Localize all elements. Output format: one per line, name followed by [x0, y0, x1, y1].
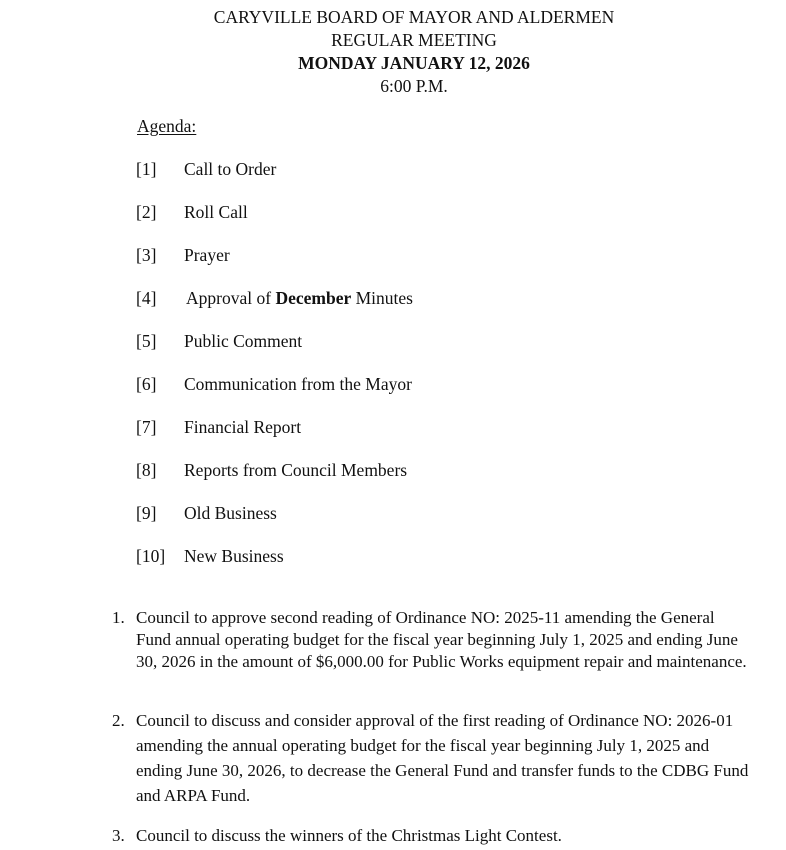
agenda-item-text: Call to Order	[184, 159, 277, 179]
new-business-item-text: Council to discuss and consider approval of the first reading of Ordinance NO: 2026-01 amending the annual operating budget for the fiscal year beginning July 1, 2025 and ending June 30, 2026, to decrease the General Fund and transfer funds to the CDBG Fund and ARPA Fund.	[136, 711, 749, 805]
agenda-item-text: Communication from the Mayor	[184, 374, 412, 394]
agenda-item-number: [5]	[136, 331, 157, 351]
agenda-item	[136, 201, 248, 223]
agenda-item	[136, 459, 407, 481]
agenda-item-number: [9]	[136, 503, 157, 523]
agenda-item	[136, 330, 302, 352]
agenda-item-text: New Business	[184, 546, 284, 566]
agenda-item-text	[186, 288, 413, 308]
agenda-heading: Agenda:	[137, 116, 197, 136]
agenda-item-text: Reports from Council Members	[184, 460, 408, 480]
new-business-item	[112, 708, 752, 808]
agenda-item-text: Roll Call	[184, 202, 248, 222]
agenda-item	[136, 502, 277, 524]
agenda-item	[136, 158, 276, 180]
header-title: CARYVILLE BOARD OF MAYOR AND ALDERMEN	[213, 7, 615, 27]
agenda-item	[136, 287, 413, 309]
new-business-item-text: Council to discuss the winners of the Christmas Light Contest.	[136, 826, 562, 845]
agenda-item-number: [3]	[136, 245, 157, 265]
agenda-item-number: [7]	[136, 417, 157, 437]
agenda-item-text: Financial Report	[184, 417, 302, 437]
header-meeting-type: REGULAR MEETING	[331, 30, 497, 50]
new-business-item-number: 3.	[112, 826, 125, 845]
agenda-item-text: Public Comment	[184, 331, 303, 351]
agenda-item	[136, 545, 284, 567]
agenda-item-text: Prayer	[184, 245, 230, 265]
agenda-item	[136, 373, 412, 395]
agenda-item-text: Old Business	[184, 503, 277, 523]
agenda-item-text-part: Minutes	[351, 288, 413, 308]
new-business-item	[112, 607, 752, 673]
agenda-item-number: [1]	[136, 159, 157, 179]
new-business-item-text: Council to approve second reading of Ordinance NO: 2025-11 amending the General Fund annual operating budget for the fiscal year beginning July 1, 2025 and ending June 30, 2026 in the amount of $6,000.00 for Public Works equipment repair and maintenance.	[136, 608, 747, 671]
header-date: MONDAY JANUARY 12, 2026	[298, 53, 530, 73]
agenda-item	[136, 244, 230, 266]
agenda-item	[136, 416, 301, 438]
agenda-item-number: [10]	[136, 546, 166, 566]
agenda-item-number: [2]	[136, 202, 157, 222]
agenda-item-number: [4]	[136, 288, 157, 308]
new-business-item-number: 1.	[112, 608, 125, 627]
agenda-item-number: [6]	[136, 374, 157, 394]
header-time: 6:00 P.M.	[380, 76, 448, 96]
agenda-item-number: [8]	[136, 460, 157, 480]
document-header	[0, 6, 786, 98]
new-business-item	[112, 825, 752, 847]
agenda-item-month-bold: December	[275, 288, 352, 308]
agenda-item-text-part: Approval of	[186, 288, 276, 308]
new-business-item-number: 2.	[112, 711, 125, 730]
